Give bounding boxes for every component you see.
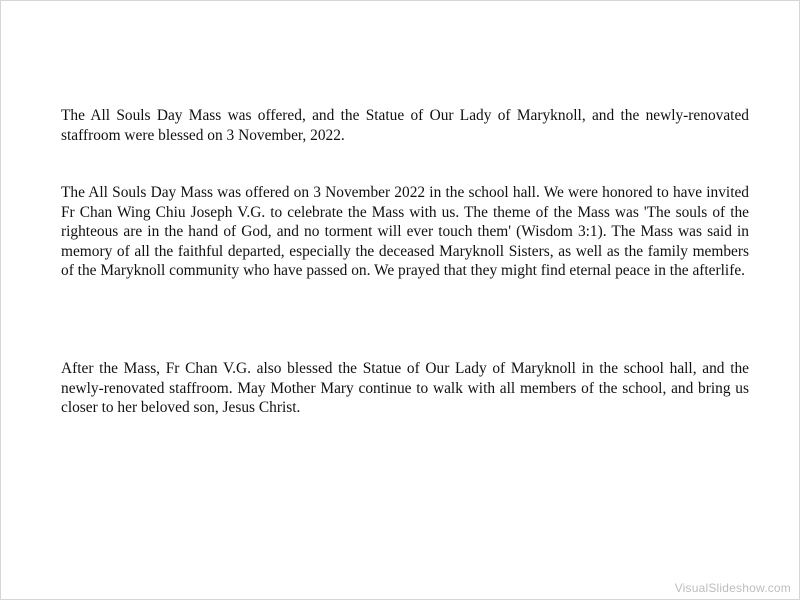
mass-details-paragraph: The All Souls Day Mass was offered on 3 November 2022 in the school hall. We were honored to have invited Fr Chan Wing Chiu Joseph V.G. to celebrate the Mass with us. The theme of the Mass was 'The souls of the righteous are in the hand of God, and no torment will ever touch them' (Wisdom 3:1). The Mass was said in memory of all the faithful departed, especially the deceased Maryknoll Sisters, as well as the family members of the Maryknoll community who have passed on. We prayed that they might find eternal peace in the afterlife. — [61, 184, 749, 280]
intro-paragraph: The All Souls Day Mass was offered, and the Statue of Our Lady of Maryknoll, and the newly-renovated staffroom were blessed on 3 November, 2022. — [61, 107, 749, 144]
watermark: VisualSlideshow.com — [674, 581, 791, 595]
blessing-paragraph: After the Mass, Fr Chan V.G. also blessed the Statue of Our Lady of Maryknoll in the school hall, and the newly-renovated staffroom. May Mother Mary continue to walk with all members of the school, and bring us closer to her beloved son, Jesus Christ. — [61, 360, 749, 417]
